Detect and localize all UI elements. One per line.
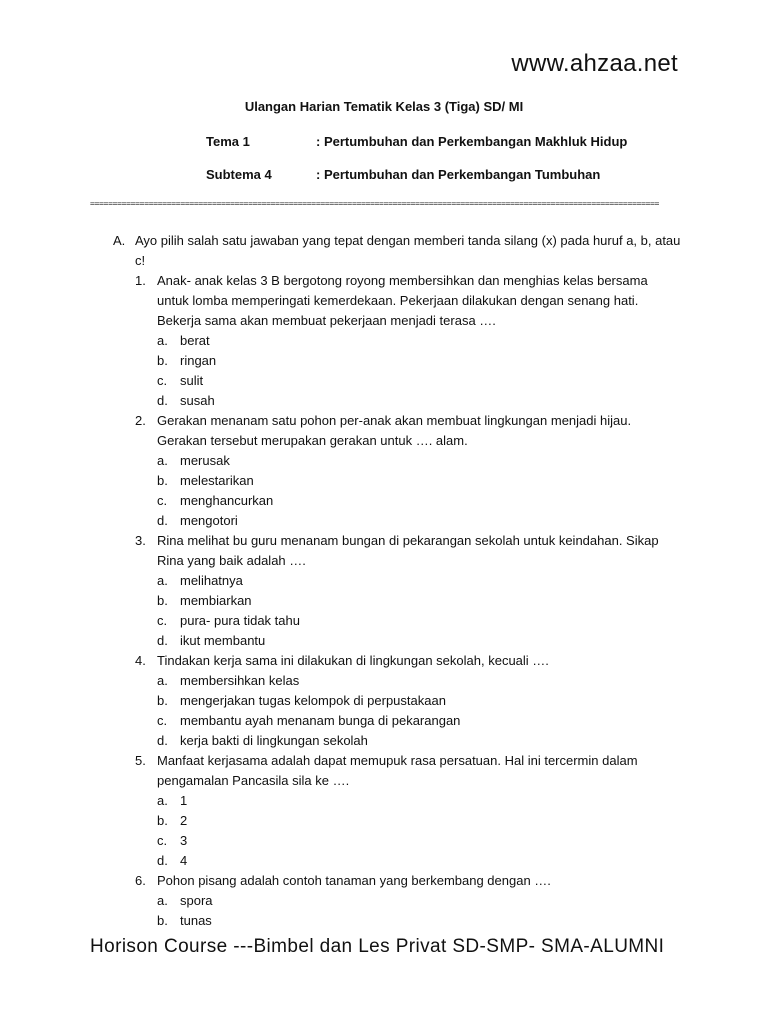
option-text: melihatnya	[180, 573, 243, 588]
option-text: mengotori	[180, 513, 238, 528]
option-letter: d.	[157, 853, 168, 868]
option-letter: c.	[157, 613, 168, 628]
option-list	[157, 891, 683, 931]
question-item	[135, 411, 683, 531]
answer-option[interactable]	[157, 731, 683, 751]
answer-option[interactable]	[157, 911, 683, 931]
answer-option[interactable]	[157, 891, 683, 911]
question-text: Anak- anak kelas 3 B bergotong royong membersihkan dan menghias kelas bersama untuk lomba memperingati kemerdekaan. Pekerjaan dilakukan dengan senang hati. Bekerja sama akan membuat pekerjaan menjadi terasa ….	[157, 273, 648, 328]
website-url: www.ahzaa.net	[511, 50, 678, 77]
option-text: berat	[180, 333, 210, 348]
option-text: membersihkan kelas	[180, 673, 300, 688]
answer-option[interactable]	[157, 711, 683, 731]
theme-value: : Pertumbuhan dan Perkembangan Makhluk Hidup	[316, 134, 628, 149]
answer-option[interactable]	[157, 491, 683, 511]
answer-option[interactable]	[157, 691, 683, 711]
option-text: melestarikan	[180, 473, 254, 488]
question-number: 3.	[135, 533, 146, 548]
option-letter: c.	[157, 713, 168, 728]
answer-option[interactable]	[157, 351, 683, 371]
question-body	[157, 411, 683, 531]
option-text: ringan	[180, 353, 217, 368]
question-text: Manfaat kerjasama adalah dapat memupuk rasa persatuan. Hal ini tercermin dalam pengamalan Pancasila sila ke ….	[157, 753, 638, 788]
option-text: tunas	[180, 913, 212, 928]
question-text: Tindakan kerja sama ini dilakukan di lingkungan sekolah, kecuali ….	[157, 653, 549, 668]
option-text: merusak	[180, 453, 230, 468]
option-letter: a.	[157, 453, 168, 468]
section-instruction: Ayo pilih salah satu jawaban yang tepat dengan memberi tanda silang (x) pada huruf a, b, atau c!	[135, 233, 681, 268]
answer-option[interactable]	[157, 811, 683, 831]
question-body	[157, 871, 683, 931]
option-letter: b.	[157, 813, 168, 828]
option-letter: c.	[157, 833, 168, 848]
section-a	[113, 231, 683, 931]
question-number: 4.	[135, 653, 146, 668]
option-letter: b.	[157, 593, 168, 608]
answer-option[interactable]	[157, 511, 683, 531]
option-text: 3	[180, 833, 188, 848]
question-number: 1.	[135, 273, 146, 288]
answer-option[interactable]	[157, 671, 683, 691]
answer-option[interactable]	[157, 831, 683, 851]
option-list	[157, 331, 683, 411]
answer-option[interactable]	[157, 451, 683, 471]
answer-option[interactable]	[157, 471, 683, 491]
question-body	[157, 271, 683, 411]
option-text: ikut membantu	[180, 633, 266, 648]
option-letter: a.	[157, 793, 168, 808]
question-item	[135, 651, 683, 751]
question-body	[157, 751, 683, 871]
option-text: kerja bakti di lingkungan sekolah	[180, 733, 368, 748]
question-body	[157, 531, 683, 651]
option-letter: b.	[157, 353, 168, 368]
option-text: menghancurkan	[180, 493, 274, 508]
option-list	[157, 571, 683, 651]
option-text: 1	[180, 793, 188, 808]
theme-label: Tema 1	[206, 134, 250, 149]
question-number: 5.	[135, 753, 146, 768]
option-letter: c.	[157, 373, 168, 388]
option-letter: a.	[157, 333, 168, 348]
question-list	[135, 271, 683, 931]
option-text: pura- pura tidak tahu	[180, 613, 300, 628]
option-letter: a.	[157, 573, 168, 588]
answer-option[interactable]	[157, 791, 683, 811]
option-letter: b.	[157, 693, 168, 708]
option-letter: d.	[157, 633, 168, 648]
subtheme-label: Subtema 4	[206, 167, 272, 182]
option-letter: a.	[157, 893, 168, 908]
option-text: membantu ayah menanam bunga di pekarangan	[180, 713, 461, 728]
option-letter: a.	[157, 673, 168, 688]
question-text: Pohon pisang adalah contoh tanaman yang berkembang dengan ….	[157, 873, 551, 888]
question-item	[135, 271, 683, 411]
subtheme-value: : Pertumbuhan dan Perkembangan Tumbuhan	[316, 167, 601, 182]
question-item	[135, 871, 683, 931]
option-text: membiarkan	[180, 593, 252, 608]
option-letter: b.	[157, 913, 168, 928]
document-title: Ulangan Harian Tematik Kelas 3 (Tiga) SD/ MI	[244, 99, 524, 114]
answer-option[interactable]	[157, 571, 683, 591]
footer-text: Horison Course ---Bimbel dan Les Privat SD-SMP- SMA-ALUMNI	[90, 936, 665, 957]
answer-option[interactable]	[157, 631, 683, 651]
divider-line: ==============================================================================================================================	[90, 199, 660, 208]
section-heading	[113, 231, 683, 271]
answer-option[interactable]	[157, 591, 683, 611]
option-text: mengerjakan tugas kelompok di perpustakaan	[180, 693, 446, 708]
answer-option[interactable]	[157, 851, 683, 871]
option-list	[157, 791, 683, 871]
question-number: 2.	[135, 413, 146, 428]
option-letter: d.	[157, 513, 168, 528]
theme-row	[206, 134, 627, 149]
option-letter: b.	[157, 473, 168, 488]
answer-option[interactable]	[157, 371, 683, 391]
question-item	[135, 751, 683, 871]
option-letter: d.	[157, 393, 168, 408]
option-list	[157, 451, 683, 531]
option-letter: c.	[157, 493, 168, 508]
question-item	[135, 531, 683, 651]
question-body	[157, 651, 683, 751]
option-letter: d.	[157, 733, 168, 748]
option-list	[157, 671, 683, 751]
answer-option[interactable]	[157, 331, 683, 351]
option-text: sulit	[180, 373, 204, 388]
answer-option[interactable]	[157, 611, 683, 631]
option-text: spora	[180, 893, 213, 908]
subtheme-row	[206, 167, 600, 182]
section-letter: A.	[113, 233, 126, 248]
question-text: Rina melihat bu guru menanam bungan di pekarangan sekolah untuk keindahan. Sikap Rina yang baik adalah ….	[157, 533, 659, 568]
option-text: 2	[180, 813, 188, 828]
answer-option[interactable]	[157, 391, 683, 411]
option-text: 4	[180, 853, 188, 868]
question-number: 6.	[135, 873, 146, 888]
question-text: Gerakan menanam satu pohon per-anak akan membuat lingkungan menjadi hijau. Gerakan tersebut merupakan gerakan untuk …. alam.	[157, 413, 632, 448]
option-text: susah	[180, 393, 215, 408]
